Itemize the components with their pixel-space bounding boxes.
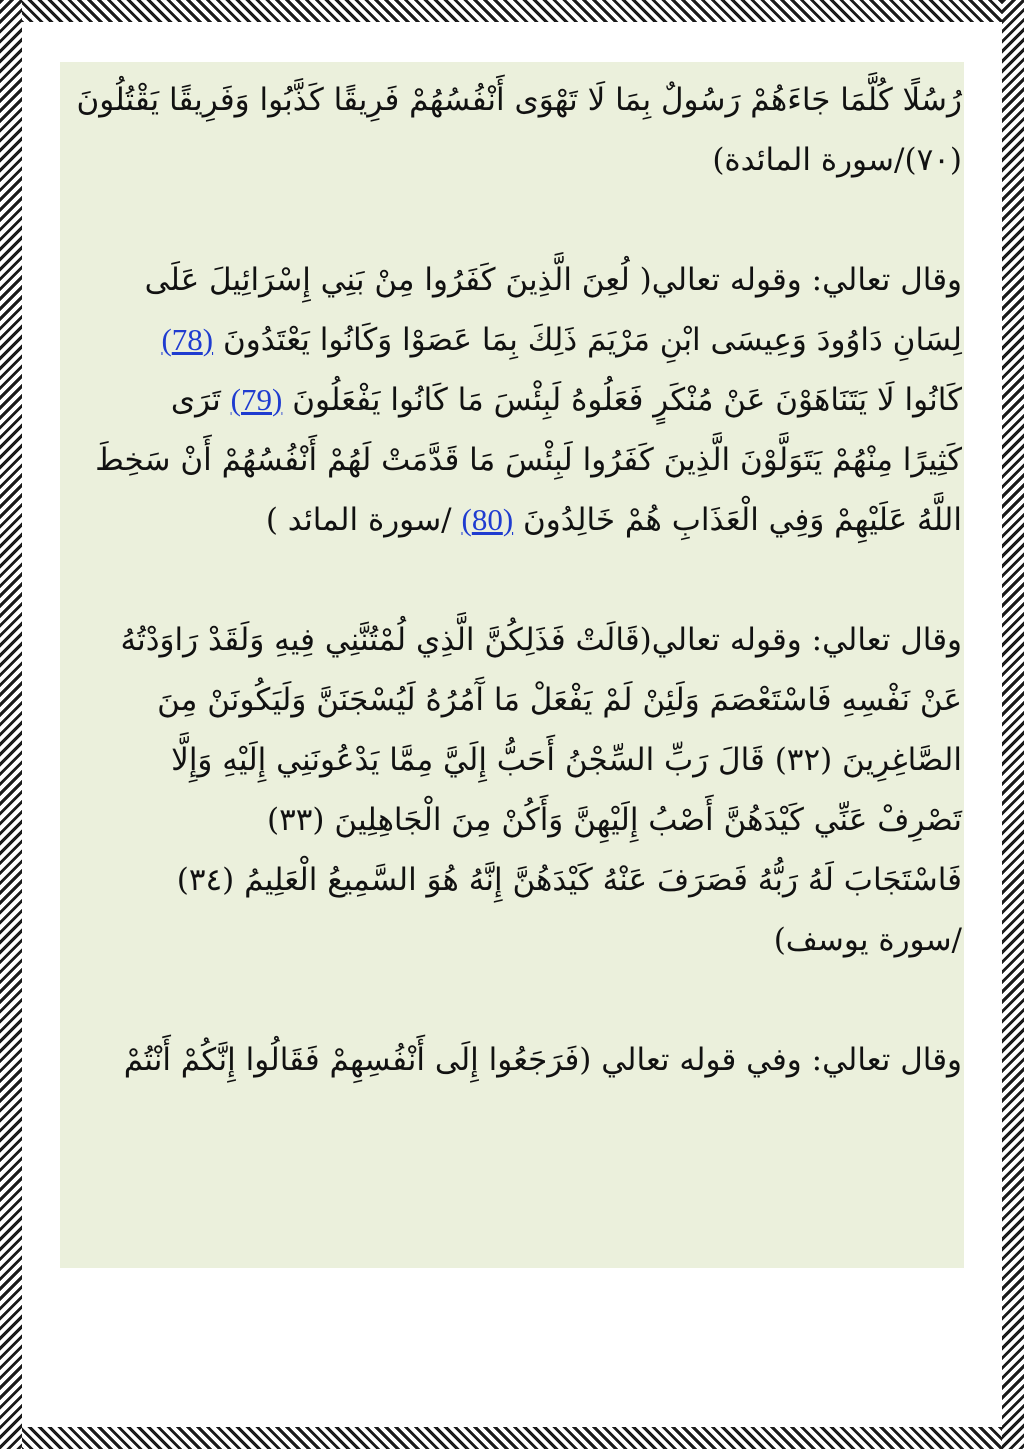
blank-line [62,970,962,1030]
para2-line5-text-b: /سورة المائد ) [265,502,452,538]
para4-line1: وقال تعالي: وفي قوله تعالي (فَرَجَعُوا إِلَى أَنْفُسِهِمْ فَقَالُوا إِنَّكُمْ أَنْتُمْ [123,1042,962,1078]
para2-line3-text-a: كَانُوا لَا يَتَنَاهَوْنَ عَنْ مُنْكَرٍ فَعَلُوهُ لَبِئْسَ مَا كَانُوا يَفْعَلُونَ [292,382,962,418]
para2-line2 [62,310,962,370]
para3-line5: فَاسْتَجَابَ لَهُ رَبُّهُ فَصَرَفَ عَنْهُ كَيْدَهُنَّ إِنَّهُ هُوَ السَّمِيعُ الْعَلِيمُ (٣٤) [176,862,962,898]
verse-80-link[interactable]: (80) [461,502,514,537]
para3-line6: /سورة يوسف) [773,922,962,958]
para2-line5 [62,490,962,550]
para3-line3: الصَّاغِرِينَ (٣٢) قَالَ رَبِّ السِّجْنُ أَحَبُّ إِلَيَّ مِمَّا يَدْعُونَنِي إِلَيْهِ وَإِلَّا [171,742,962,778]
para2-line3-text-b: تَرَى [170,382,221,418]
decorative-border-top [0,0,1024,22]
verse-79-link[interactable]: (79) [230,382,283,417]
para2-line1: وقال تعالي: وقوله تعالي( لُعِنَ الَّذِينَ كَفَرُوا مِنْ بَنِي إِسْرَائِيلَ عَلَى [144,262,962,298]
verse-78-link[interactable]: (78) [161,322,214,357]
para2-line3 [62,370,962,430]
para2-line4: كَثِيرًا مِنْهُمْ يَتَوَلَّوْنَ الَّذِينَ كَفَرُوا لَبِئْسَ مَا قَدَّمَتْ لَهُمْ أَنْفُسُهُمْ أَنْ سَخِطَ [95,442,962,478]
para2-line5-text-a: اللَّهُ عَلَيْهِمْ وَفِي الْعَذَابِ هُمْ خَالِدُونَ [523,502,962,538]
para1-line2: (٧٠)/سورة المائدة) [712,142,962,178]
para2-line2-text: لِسَانِ دَاوُودَ وَعِيسَى ابْنِ مَرْيَمَ ذَلِكَ بِمَا عَصَوْا وَكَانُوا يَعْتَدُونَ [222,322,962,358]
decorative-border-right [1002,0,1024,1449]
para3-line1: وقال تعالي: وقوله تعالي(قَالَتْ فَذَلِكُنَّ الَّذِي لُمْتُنَّنِي فِيهِ وَلَقَدْ رَاوَدْتُهُ [120,622,962,658]
quran-text-body [62,70,962,1090]
decorative-border-bottom [0,1427,1024,1449]
blank-line [62,190,962,250]
para3-line2: عَنْ نَفْسِهِ فَاسْتَعْصَمَ وَلَئِنْ لَمْ يَفْعَلْ مَا آَمُرُهُ لَيُسْجَنَنَّ وَلَيَكُونَنْ مِنَ [157,682,962,718]
para3-line4: تَصْرِفْ عَنِّي كَيْدَهُنَّ أَصْبُ إِلَيْهِنَّ وَأَكُنْ مِنَ الْجَاهِلِينَ (٣٣) [266,802,962,838]
para1-line1: رُسُلًا كُلَّمَا جَاءَهُمْ رَسُولٌ بِمَا لَا تَهْوَى أَنْفُسُهُمْ فَرِيقًا كَذَّبُوا وَفَرِيقًا يَقْتُلُونَ [76,82,962,118]
decorative-border-left [0,0,22,1449]
blank-line [62,550,962,610]
